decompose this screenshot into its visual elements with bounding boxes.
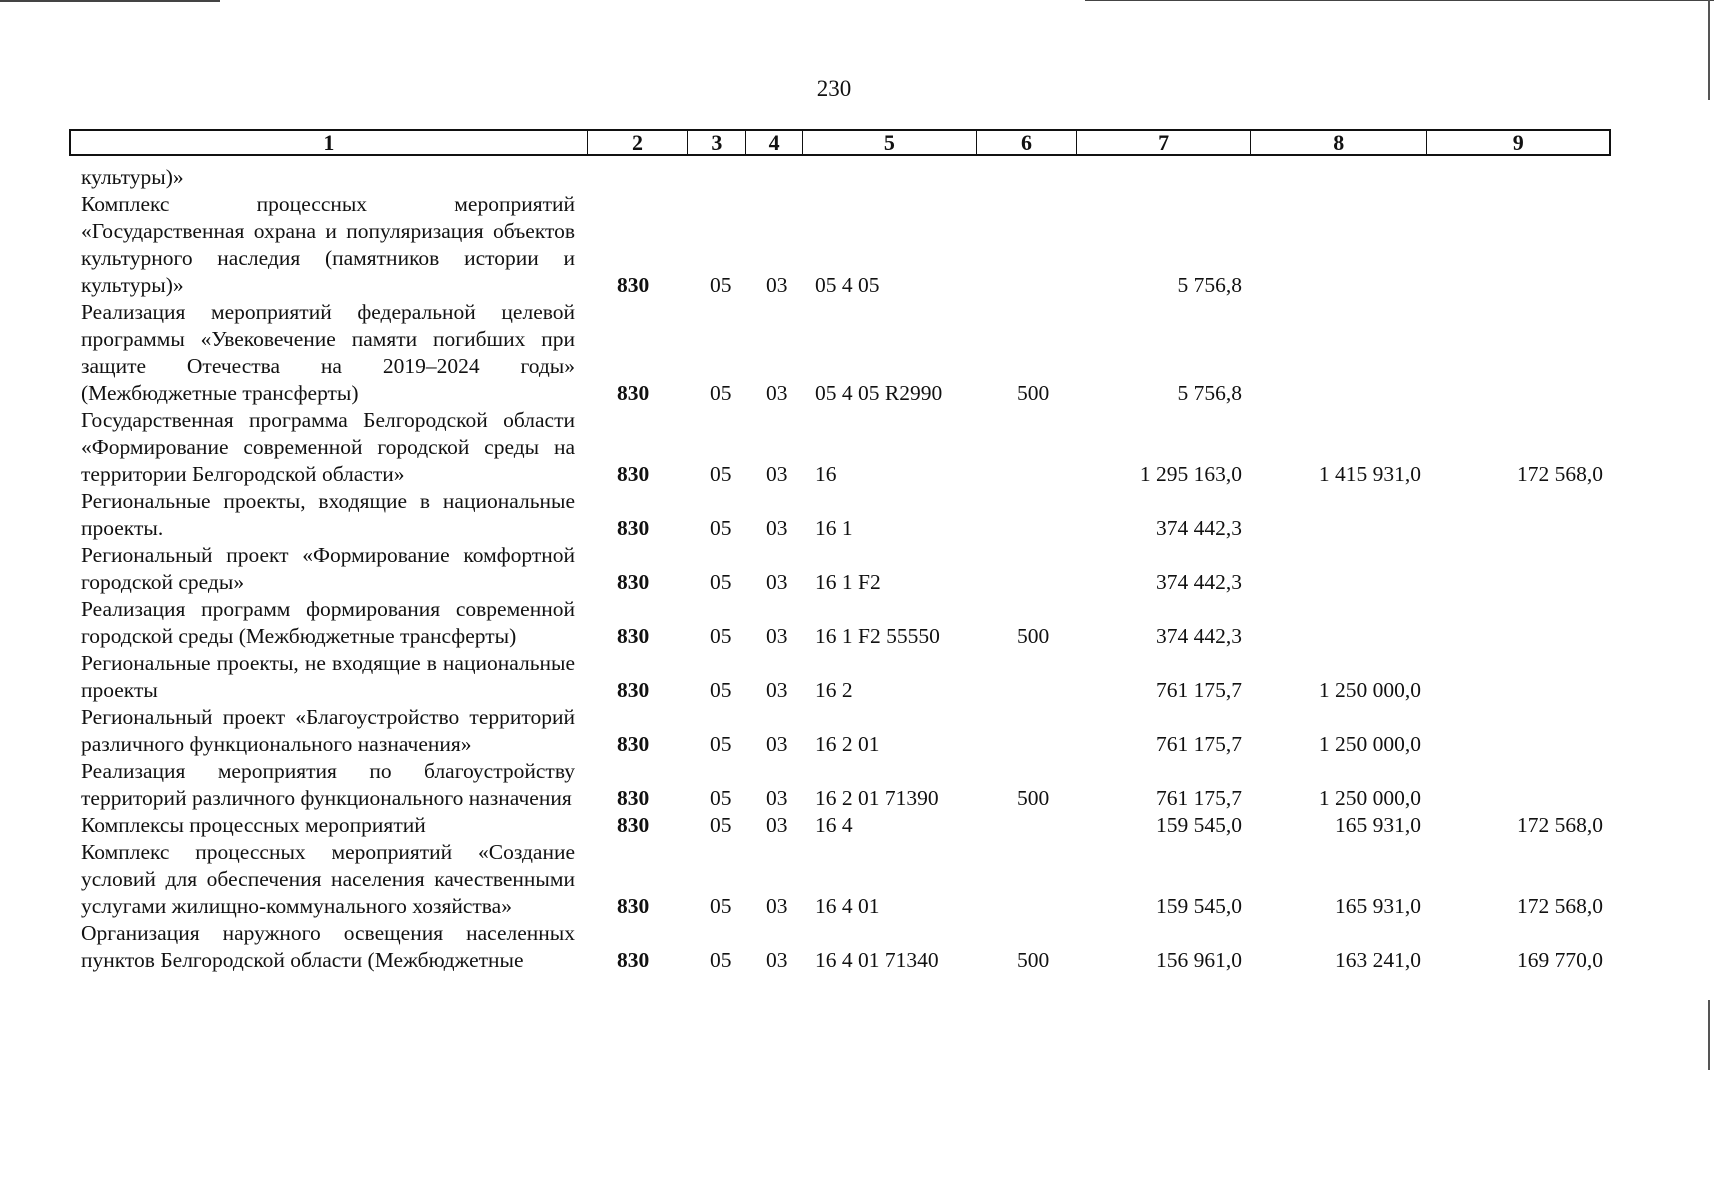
cell-col-4: 03: [766, 381, 788, 405]
cell-col-6: [977, 488, 1078, 542]
scan-edge-line: [0, 0, 220, 2]
cell-col-8: [1252, 164, 1429, 191]
scan-edge-mark: [1708, 1000, 1710, 1070]
cell-col-9: 169 770,0: [1517, 948, 1603, 972]
cell-col-8: [1252, 488, 1429, 542]
cell-col-3: 05: [710, 948, 732, 972]
header-col-5: 5: [803, 131, 977, 154]
cell-col-9: 172 568,0: [1517, 813, 1603, 837]
cell-col-3: 05: [710, 570, 732, 594]
table-row: [69, 407, 1611, 488]
header-col-3: 3: [688, 131, 746, 154]
cell-col-3: 05: [710, 732, 732, 756]
cell-col-4: 03: [766, 786, 788, 810]
cell-col-5: 16 1: [815, 516, 853, 540]
cell-col-6: 500: [1017, 948, 1050, 972]
cell-col-9: [1429, 542, 1611, 596]
cell-col-3: 05: [710, 381, 732, 405]
cell-col-4: [746, 164, 803, 191]
table-row: [69, 758, 1611, 812]
cell-col-3: 05: [710, 678, 732, 702]
cell-col-5: 16 4: [815, 813, 853, 837]
cell-col-2: 830: [617, 678, 650, 702]
cell-col-7: 374 442,3: [1156, 570, 1242, 594]
cell-col-7: 1 295 163,0: [1139, 462, 1242, 486]
cell-col-7: 159 545,0: [1156, 813, 1242, 837]
cell-col-4: 03: [766, 894, 788, 918]
cell-col-9: [1429, 164, 1611, 191]
table-row: [69, 542, 1611, 596]
cell-col-9: 172 568,0: [1517, 894, 1603, 918]
cell-col-6: [977, 164, 1078, 191]
row-name: Региональные проекты, входящие в национальные проекты.: [81, 489, 575, 540]
table-row: [69, 704, 1611, 758]
table-row: [69, 191, 1611, 299]
header-col-9: 9: [1512, 130, 1524, 155]
row-name: Организация наружного освещения населенных пунктов Белгородской области (Межбюджетные: [81, 921, 575, 972]
cell-col-9: [1429, 488, 1611, 542]
row-name: Комплекс процессных мероприятий «Создание условий для обеспечения населения качественными услугами жилищно-коммунального хозяйства»: [81, 840, 575, 918]
cell-col-6: 500: [1017, 786, 1050, 810]
cell-col-2: 830: [617, 570, 650, 594]
table-row: [69, 812, 1611, 839]
cell-col-5: 16 4 01: [815, 894, 880, 918]
cell-col-7: 5 756,8: [1177, 381, 1242, 405]
header-col-2: 2: [588, 131, 689, 154]
cell-col-3: 05: [710, 624, 732, 648]
row-name: Региональный проект «Формирование комфортной городской среды»: [81, 543, 575, 594]
cell-col-5: 05 4 05: [815, 273, 880, 297]
cell-col-6: [977, 191, 1078, 299]
cell-col-5: 16 1 F2 55550: [815, 624, 940, 648]
cell-col-8: 1 415 931,0: [1318, 462, 1421, 486]
row-name: Комплексы процессных мероприятий: [81, 813, 426, 837]
cell-col-2: 830: [617, 516, 650, 540]
cell-col-4: 03: [766, 732, 788, 756]
table-row: [69, 650, 1611, 704]
cell-col-3: 05: [710, 273, 732, 297]
cell-col-7: 761 175,7: [1156, 678, 1242, 702]
cell-col-4: 03: [766, 624, 788, 648]
cell-col-2: [587, 164, 688, 191]
table-row: [69, 299, 1611, 407]
cell-col-2: 830: [617, 894, 650, 918]
cell-col-2: 830: [617, 786, 650, 810]
cell-col-9: [1429, 758, 1611, 812]
cell-col-8: 165 931,0: [1335, 894, 1421, 918]
row-name: Реализация программ формирования современной городской среды (Межбюджетные трансферты): [81, 597, 575, 648]
row-name: Комплекс процессных мероприятий «Государственная охрана и популяризация объектов культурного наследия (памятников истории и культуры)»: [81, 192, 575, 297]
cell-col-2: 830: [617, 813, 650, 837]
cell-col-5: 16 4 01 71340: [815, 948, 939, 972]
cell-col-6: 500: [1017, 624, 1050, 648]
page-number: 230: [816, 76, 852, 101]
cell-col-9: [1429, 650, 1611, 704]
cell-col-2: 830: [617, 948, 650, 972]
cell-col-8: 1 250 000,0: [1318, 732, 1421, 756]
cell-col-8: 163 241,0: [1335, 948, 1421, 972]
cell-col-4: 03: [766, 813, 788, 837]
cell-col-6: [977, 812, 1078, 839]
cell-col-7: 761 175,7: [1156, 786, 1242, 810]
cell-col-7: 761 175,7: [1156, 732, 1242, 756]
cell-col-8: 165 931,0: [1335, 813, 1421, 837]
cell-col-7: 374 442,3: [1156, 624, 1242, 648]
cell-col-2: 830: [617, 462, 650, 486]
cell-col-3: 05: [710, 813, 732, 837]
cell-col-4: 03: [766, 678, 788, 702]
cell-col-9: [1429, 704, 1611, 758]
scan-edge-mark: [1708, 0, 1710, 100]
cell-col-5: [803, 164, 977, 191]
cell-col-8: 1 250 000,0: [1318, 786, 1421, 810]
row-name: Реализация мероприятий федеральной целевой программы «Увековечение памяти погибших при защите Отечества на 2019–2024 годы» (Межбюджетные трансферты): [81, 300, 575, 405]
table-header: [69, 129, 1611, 156]
table-row: [69, 488, 1611, 542]
cell-col-9: 172 568,0: [1517, 462, 1603, 486]
cell-col-8: [1252, 542, 1429, 596]
cell-col-6: [977, 839, 1078, 920]
cell-col-5: 16 2 01: [815, 732, 880, 756]
cell-col-5: 16 1 F2: [815, 570, 881, 594]
cell-col-4: 03: [766, 273, 788, 297]
cell-col-8: 1 250 000,0: [1318, 678, 1421, 702]
cell-col-6: [977, 542, 1078, 596]
cell-col-3: [688, 164, 746, 191]
cell-col-8: [1252, 299, 1429, 407]
cell-col-8: [1252, 191, 1429, 299]
table-row: [69, 596, 1611, 650]
cell-col-7: [1078, 164, 1252, 191]
cell-col-5: 16 2: [815, 678, 853, 702]
cell-col-4: 03: [766, 516, 788, 540]
cell-col-9: [1429, 191, 1611, 299]
cell-col-2: 830: [617, 381, 650, 405]
cell-col-7: 5 756,8: [1177, 273, 1242, 297]
cell-col-9: [1429, 596, 1611, 650]
cell-col-2: 830: [617, 273, 650, 297]
header-col-4: 4: [746, 131, 803, 154]
cell-col-7: 159 545,0: [1156, 894, 1242, 918]
header-col-7: 7: [1077, 131, 1251, 154]
cell-col-2: 830: [617, 732, 650, 756]
cell-col-3: 05: [710, 786, 732, 810]
cell-col-2: 830: [617, 624, 650, 648]
row-name: Реализация мероприятия по благоустройству территорий различного функционального назначения: [81, 759, 575, 810]
cell-col-7: 374 442,3: [1156, 516, 1242, 540]
cell-col-3: 05: [710, 462, 732, 486]
row-name: Региональный проект «Благоустройство территорий различного функционального назначения»: [81, 705, 575, 756]
header-col-6: 6: [977, 131, 1078, 154]
row-name: Региональные проекты, не входящие в национальные проекты: [81, 651, 575, 702]
cell-col-6: [977, 704, 1078, 758]
cell-col-8: [1252, 596, 1429, 650]
header-col-1: 1: [71, 131, 588, 154]
cell-col-7: 156 961,0: [1156, 948, 1242, 972]
cell-col-3: 05: [710, 516, 732, 540]
cell-col-6: [977, 407, 1078, 488]
table-row: [69, 164, 1611, 191]
cell-col-3: 05: [710, 894, 732, 918]
table-row: [69, 839, 1611, 920]
cell-col-5: 16 2 01 71390: [815, 786, 939, 810]
header-col-8: 8: [1251, 131, 1428, 154]
table-row: [69, 920, 1611, 974]
cell-col-4: 03: [766, 948, 788, 972]
budget-table: [69, 164, 1611, 974]
cell-col-4: 03: [766, 570, 788, 594]
row-name: культуры)»: [81, 165, 184, 189]
cell-col-6: [977, 650, 1078, 704]
cell-col-4: 03: [766, 462, 788, 486]
cell-col-9: [1429, 299, 1611, 407]
cell-col-5: 05 4 05 R2990: [815, 381, 943, 405]
cell-col-6: 500: [1017, 381, 1050, 405]
cell-col-5: 16: [815, 462, 837, 486]
scan-edge-line: [1085, 0, 1714, 1]
row-name: Государственная программа Белгородской области «Формирование современной городской среды на территории Белгородской области»: [81, 408, 575, 486]
